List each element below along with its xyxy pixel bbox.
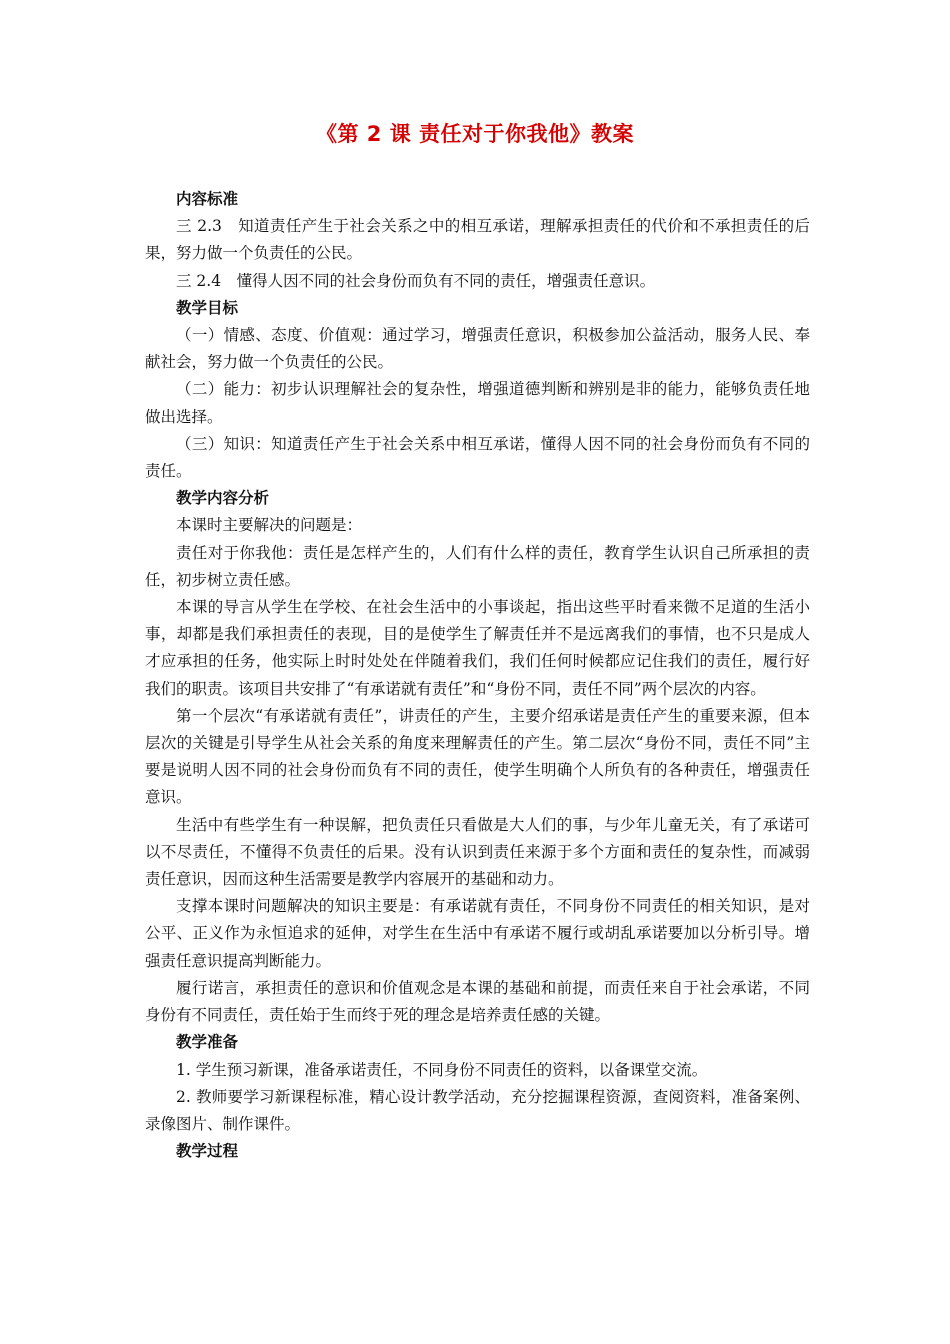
- section-heading-teaching-goals: 教学目标: [176, 298, 239, 317]
- section-heading-teaching-preparation: 教学准备: [176, 1033, 239, 1052]
- paragraph: （二）能力：初步认识理解社会的复杂性，增强道德判断和辨别是非的能力，能够负责任地做出选择。: [145, 380, 810, 426]
- paragraph: 责任对于你我他：责任是怎样产生的，人们有什么样的责任，教育学生认识自己所承担的责任，初步树立责任感。: [145, 543, 810, 589]
- document-title: 《第 2 课 责任对于你我他》教案: [315, 122, 635, 146]
- paragraph: 1. 学生预习新课，准备承诺责任，不同身份不同责任的资料，以备课堂交流。: [176, 1060, 708, 1079]
- document-body: [145, 186, 810, 1165]
- paragraph: （三）知识：知道责任产生于社会关系中相互承诺，懂得人因不同的社会身份而负有不同的责任。: [145, 434, 810, 481]
- paragraph: 生活中有些学生有一种误解，把负责任只看做是大人们的事，与少年儿童无关，有了承诺可以不尽责任，不懂得不负责任的后果。没有认识到责任来源于多个方面和责任的复杂性，而减弱责任意识，因而这种生活需要是教学内容展开的基础和动力。: [145, 815, 810, 889]
- section-heading-content-analysis: 教学内容分析: [176, 489, 270, 508]
- paragraph: 履行诺言，承担责任的意识和价值观念是本课的基础和前提，而责任来自于社会承诺，不同身份有不同责任，责任始于生而终于死的理念是培养责任感的关键。: [145, 978, 810, 1025]
- paragraph: 本课的导言从学生在学校、在社会生活中的小事谈起，指出这些平时看来微不足道的生活小事，却都是我们承担责任的表现，目的是使学生了解责任并不是远离我们的事情，也不只是成人才应承担的任务，他实际上时时处处在伴随着我们，我们任何时候都应记住我们的责任，履行好我们的职责。该项目共安排了“有承诺就有责任”和“身份不同，责任不同”两个层次的内容。: [145, 598, 810, 698]
- paragraph: 三 2.3 知道责任产生于社会关系之中的相互承诺，理解承担责任的代价和不承担责任的后果，努力做一个负责任的公民。: [145, 217, 810, 263]
- paragraph: 支撑本课时问题解决的知识主要是：有承诺就有责任，不同身份不同责任的相关知识，是对公平、正义作为永恒追求的延伸，对学生在生活中有承诺不履行或胡乱承诺要加以分析引导。增强责任意识提高判断能力。: [145, 897, 810, 970]
- section-heading-content-standards: 内容标准: [176, 190, 239, 208]
- paragraph: （一）情感、态度、价值观：通过学习，增强责任意识，积极参加公益活动，服务人民、奉献社会，努力做一个负责任的公民。: [145, 326, 810, 372]
- paragraph: 第一个层次“有承诺就有责任”，讲责任的产生，主要介绍承诺是责任产生的重要来源，但本层次的关键是引导学生从社会关系的角度来理解责任的产生。第二层次“身份不同，责任不同”主要是说明人因不同的社会身份而负有不同的责任，使学生明确个人所负有的各种责任，增强责任意识。: [145, 706, 810, 807]
- paragraph: 本课时主要解决的问题是：: [176, 516, 363, 535]
- paragraph: 2. 教师要学习新课程标准，精心设计教学活动，充分挖掘课程资源，查阅资料，准备案例、录像图片、制作课件。: [145, 1087, 810, 1133]
- section-heading-teaching-process: 教学过程: [176, 1142, 239, 1161]
- paragraph: 三 2.4 懂得人因不同的社会身份而负有不同的责任，增强责任意识。: [176, 271, 656, 290]
